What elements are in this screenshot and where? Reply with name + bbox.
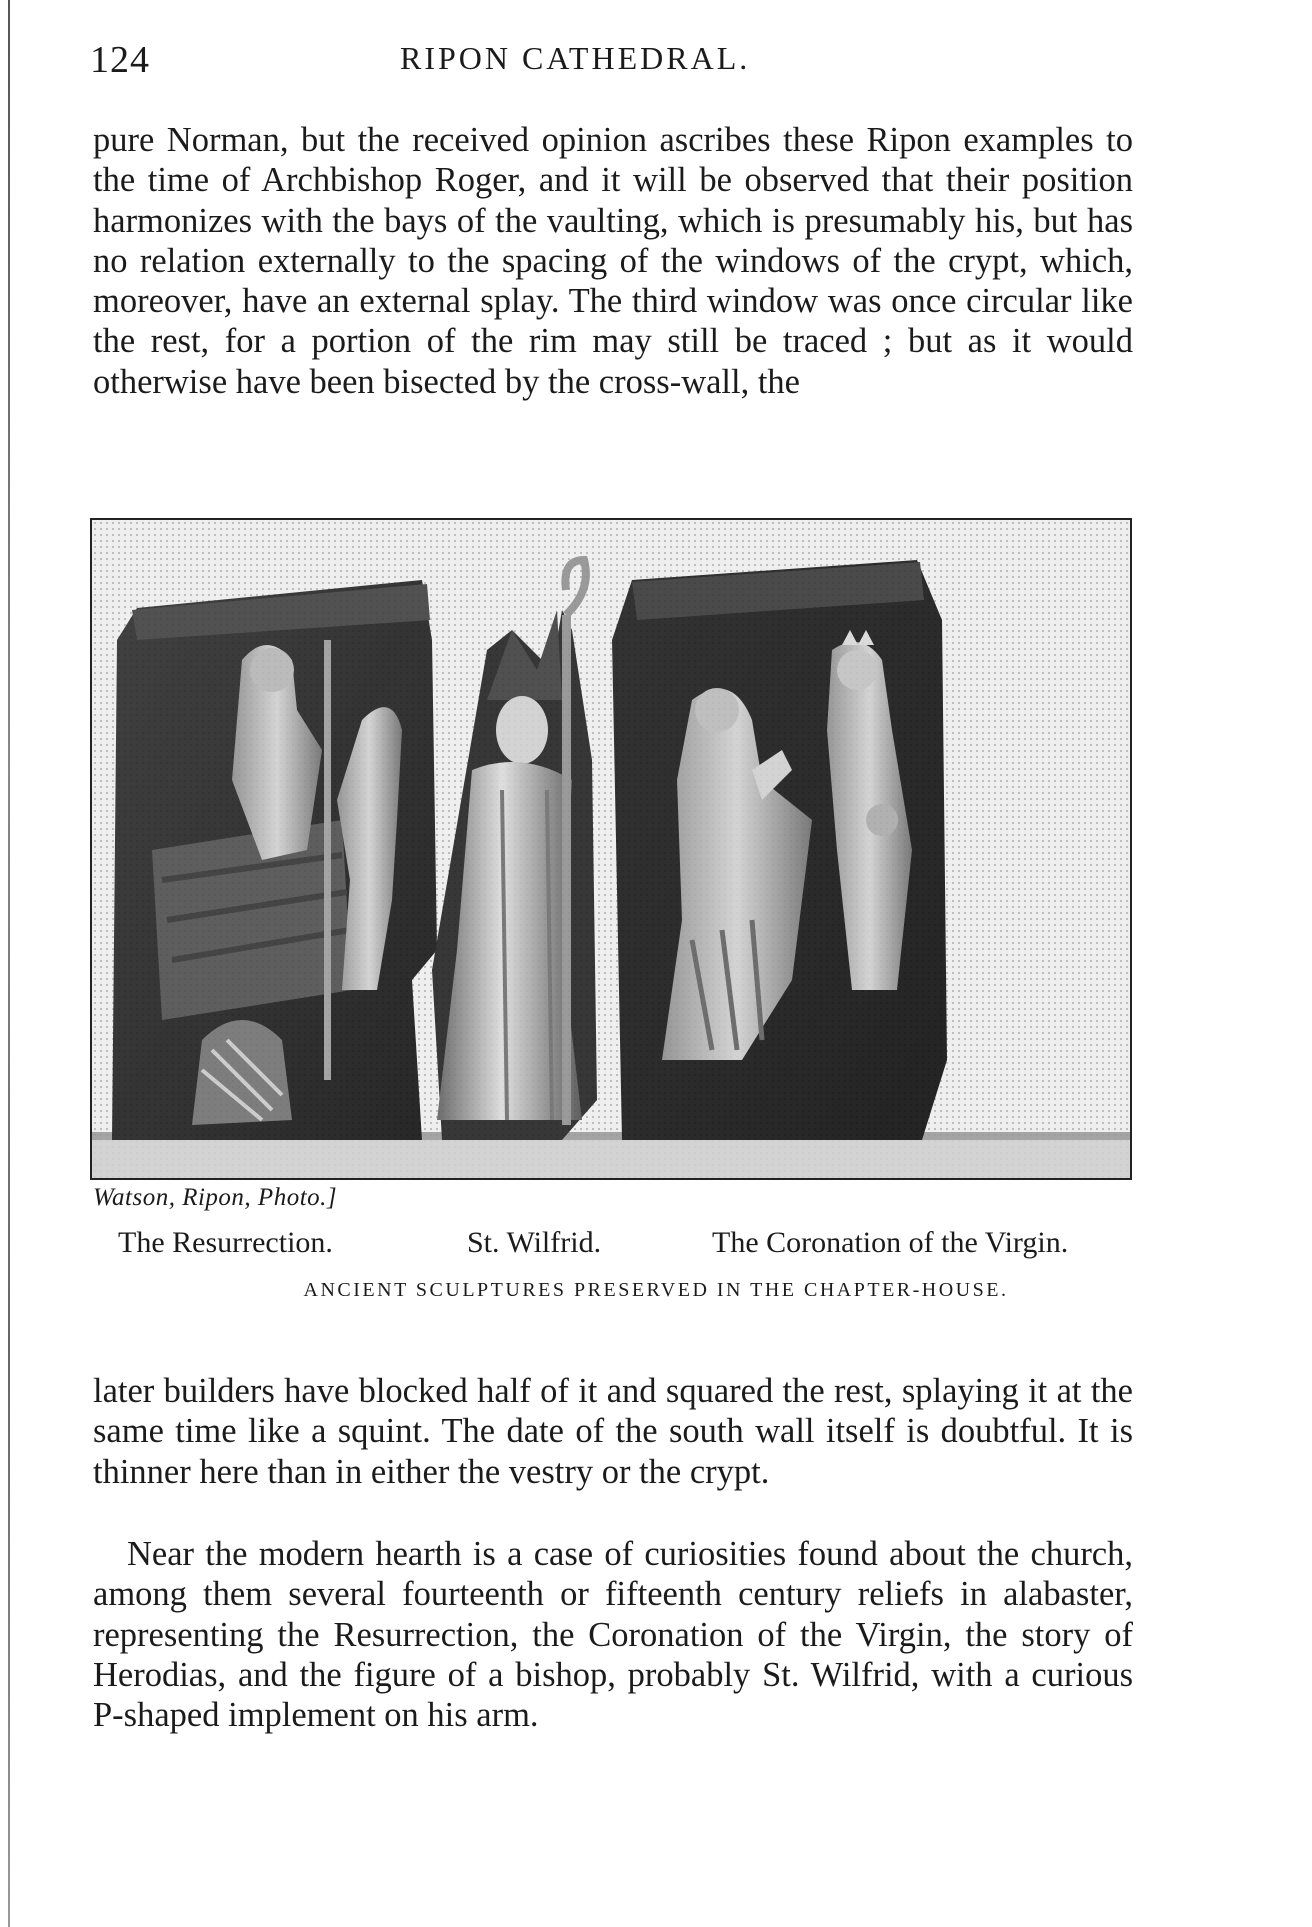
body-paragraph-1: pure Norman, but the received opinion ascribes these Ripon examples to the time of Archbishop Roger, and it will be observed that their position harmonizes with the bays of the vaulting, which is presumably his, but has no relation externally to the spacing of the windows of the crypt, which, moreover, have an external splay. The third window was once circular like the rest, for a portion of the rim may still be traced ; but as it would otherwise have been bisected by the cross-wall, the — [93, 121, 1133, 401]
figure-label-coronation: The Coronation of the Virgin. — [712, 1226, 1069, 1259]
running-head: RIPON CATHEDRAL. — [400, 40, 751, 76]
sculpture-photo-illustration — [92, 520, 1130, 1178]
body-paragraph-2: later builders have blocked half of it and squared the rest, splaying it at the same time like a squint. The date of the south wall itself is doubtful. It is thinner here than in either the vestry or the crypt. — [93, 1372, 1133, 1491]
sculpture-photograph — [90, 518, 1132, 1180]
figure-label-st-wilfrid: St. Wilfrid. — [467, 1226, 602, 1259]
page-number: 124 — [90, 39, 150, 81]
page-edge — [8, 0, 10, 1927]
figure-label-resurrection: The Resurrection. — [118, 1226, 333, 1259]
figure-caption: ANCIENT SCULPTURES PRESERVED IN THE CHAPTER-HOUSE. — [303, 1279, 1009, 1301]
photo-credit: Watson, Ripon, Photo.] — [93, 1184, 338, 1211]
body-paragraph-3: Near the modern hearth is a case of curiosities found about the church, among them several fourteenth or fifteenth century reliefs in alabaster, representing the Resurrection, the Coronation of the Virgin, the story of Herodias, and the figure of a bishop, probably St. Wilfrid, with a curious P-shaped implement on his arm. — [93, 1535, 1133, 1735]
